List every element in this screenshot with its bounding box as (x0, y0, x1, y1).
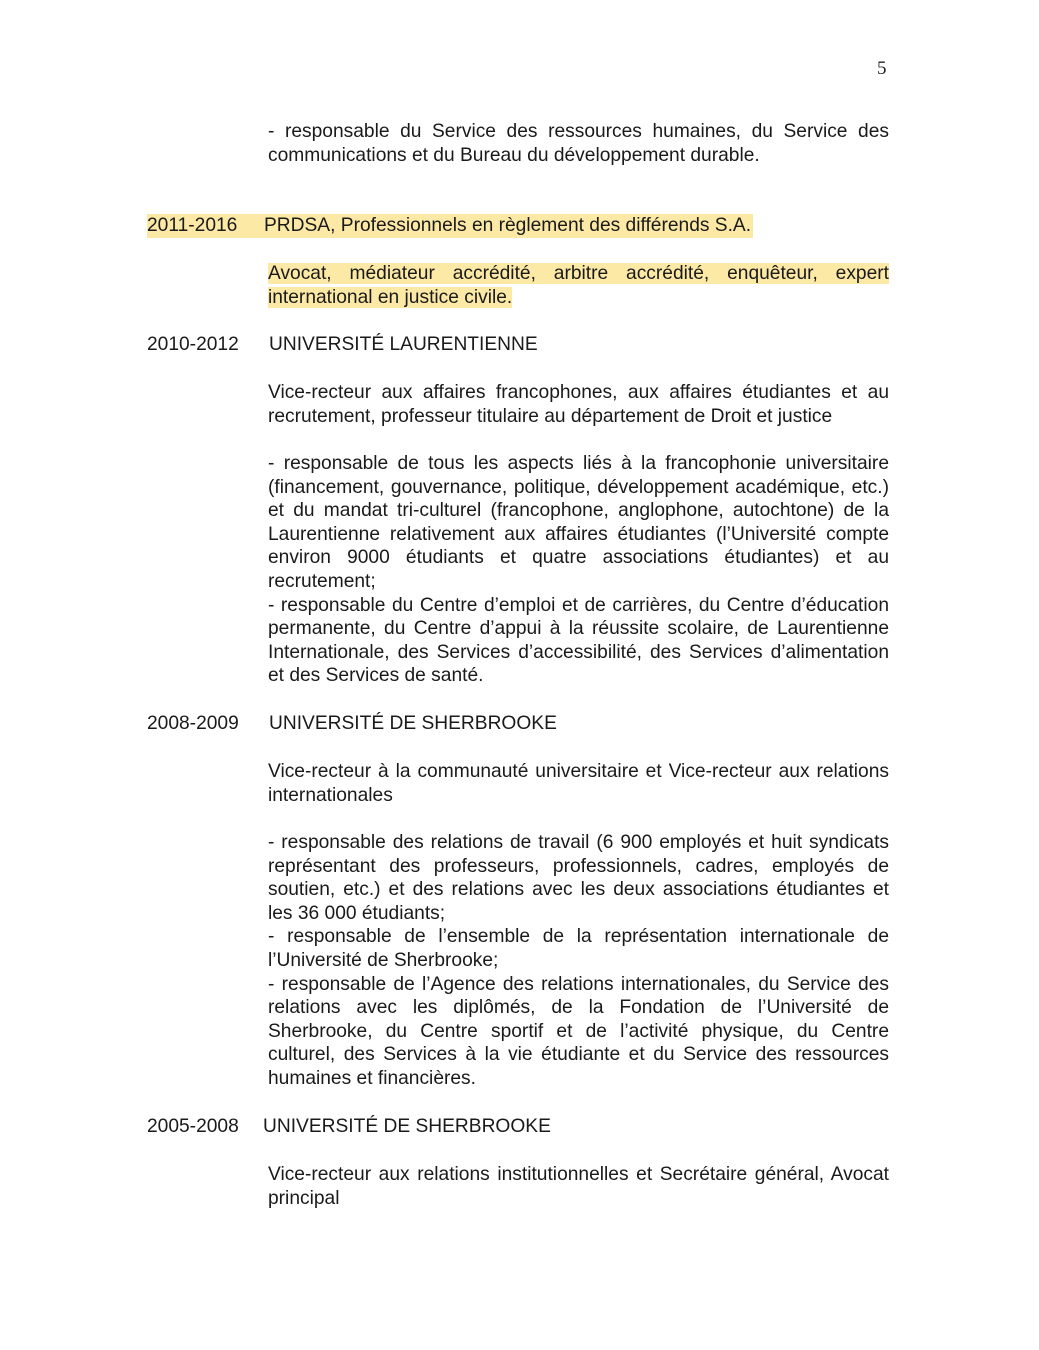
entry-title-text: Vice-recteur aux relations institutionnelles et Secrétaire général, Avocat principal (268, 1164, 889, 1209)
entry-organization: PRDSA, Professionnels en règlement des différends S.A. (264, 215, 752, 236)
entry-heading-laurentienne (147, 333, 538, 357)
page-number: 5 (877, 58, 887, 79)
entry-years: 2005-2008 (147, 1116, 239, 1137)
duty-item: - responsable du Centre d’emploi et de carrières, du Centre d’éducation permanente, du Centre d’appui à la réussite scolaire, de Laurentienne Internationale, des Services d’accessibilité, des Services d’alimentation et des Services de santé. (268, 594, 889, 687)
entry-organization: UNIVERSITÉ DE SHERBROOKE (269, 713, 557, 734)
intro-duty-text: - responsable du Service des ressources humaines, du Service des communications et du Bureau du développement durable. (268, 121, 889, 166)
entry-duties-laurentienne (268, 452, 889, 688)
entry-title-sherbrooke-2008 (268, 760, 889, 807)
entry-title-sherbrooke-2005 (268, 1163, 889, 1210)
entry-heading-sherbrooke-2008 (147, 712, 557, 736)
entry-title-laurentienne (268, 381, 889, 428)
entry-duties-sherbrooke-2008 (268, 831, 889, 1091)
duty-item: - responsable de l’Agence des relations internationales, du Service des relations avec les diplômés, de la Fondation de l’Université de Sherbrooke, du Centre sportif et de l’activité physique, du Centre culturel, des Services à la vie étudiante et du Service des ressources humaines et financières. (268, 973, 889, 1089)
entry-title-text: Avocat, médiateur accrédité, arbitre accrédité, enquêteur, expert international en justice civile. (268, 263, 889, 308)
entry-heading-sherbrooke-2005 (147, 1115, 551, 1139)
entry-organization: UNIVERSITÉ LAURENTIENNE (269, 334, 538, 355)
duty-item: - responsable de l’ensemble de la représentation internationale de l’Université de Sherbrooke; (268, 926, 889, 971)
entry-years: 2008-2009 (147, 713, 239, 734)
entry-title-prdsa (268, 262, 889, 309)
entry-title-text: Vice-recteur à la communauté universitaire et Vice-recteur aux relations internationales (268, 761, 889, 806)
entry-title-text: Vice-recteur aux affaires francophones, aux affaires étudiantes et au recrutement, professeur titulaire au département de Droit et justice (268, 382, 889, 427)
duty-item: - responsable de tous les aspects liés à la francophonie universitaire (financement, gouvernance, politique, développement académique, etc.) et du mandat tri-culturel (francophone, anglophone, autochtone) de la Laurentienne relativement aux affaires étudiantes (l’Université compte environ 9000 étudiants et quatre associations étudiantes) et au recrutement; (268, 453, 889, 592)
duty-item: - responsable des relations de travail (6 900 employés et huit syndicats représentant des professeurs, professionnels, cadres, employés de soutien, etc.) et des relations avec les deux associations étudiantes et les 36 000 étudiants; (268, 832, 889, 924)
entry-years: 2010-2012 (147, 334, 239, 355)
intro-duties (268, 120, 889, 167)
entry-heading-prdsa (147, 214, 753, 238)
entry-years: 2011-2016 (147, 215, 238, 236)
entry-organization: UNIVERSITÉ DE SHERBROOKE (263, 1116, 551, 1137)
